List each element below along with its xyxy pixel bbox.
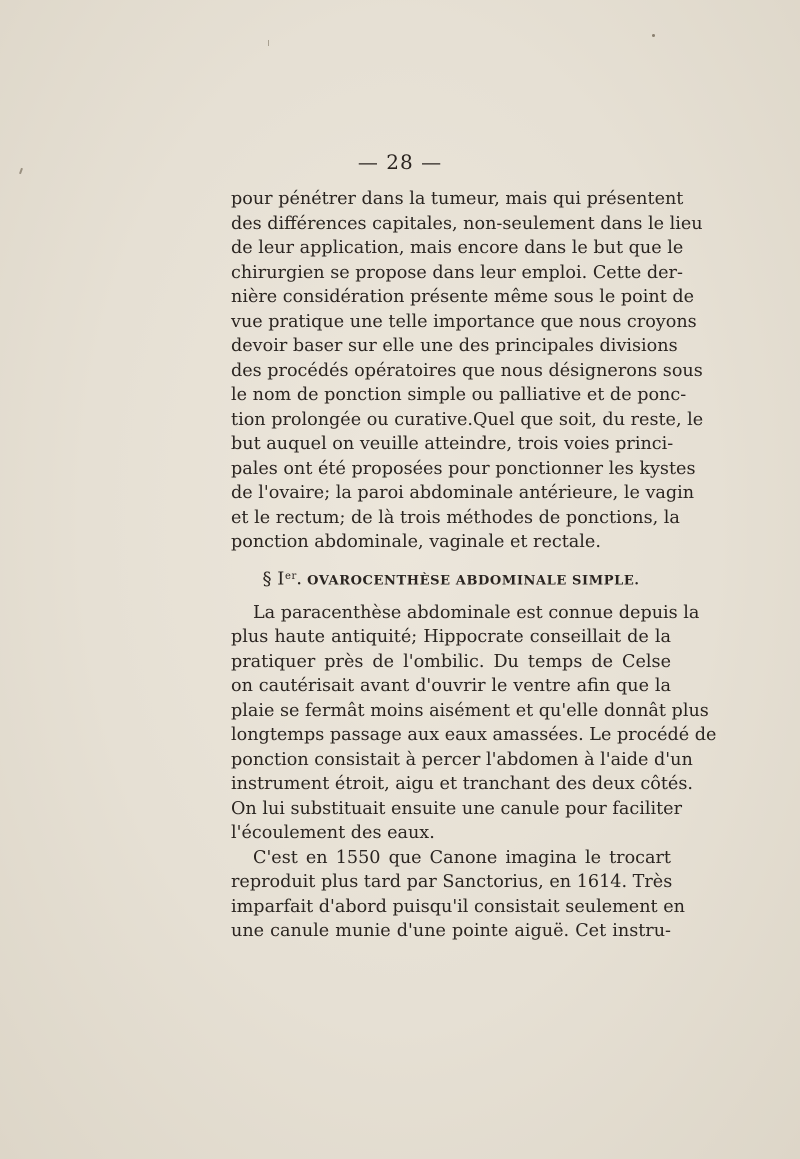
text-line: imparfait d'abord puisqu'il consistait seulement en <box>231 896 685 917</box>
text-line: vue pratique une telle importance que nous croyons <box>231 311 697 332</box>
text-line: et le rectum; de là trois méthodes de ponctions, la <box>231 507 680 528</box>
text-line: des procédés opératoires que nous désignerons sous <box>231 360 703 381</box>
text-line: pratiquer près de l'ombilic. Du temps de Celse <box>231 651 671 672</box>
text-line: des différences capitales, non-seulement dans le lieu <box>231 213 703 234</box>
text-line: C'est en 1550 que Canone imagina le trocart <box>253 847 671 868</box>
text-line: La paracenthèse abdominale est connue depuis la <box>253 602 700 623</box>
paragraph-1 <box>231 187 704 555</box>
section-numeral-superscript: er <box>285 570 297 582</box>
text-line: reproduit plus tard par Sanctorius, en 1614. Très <box>231 872 673 892</box>
section-numeral: I <box>277 567 285 589</box>
text-line: longtemps passage aux eaux amassées. Le procédé de <box>231 725 717 745</box>
text-line: tion prolongée ou curative.Quel que soit, du reste, le <box>231 409 704 430</box>
paper-speck <box>268 40 269 46</box>
text-line: devoir baser sur elle une des principales divisions <box>231 336 678 356</box>
section-title: . OVAROCENTHÈSE ABDOMINALE SIMPLE. <box>296 572 640 588</box>
paragraph-3 <box>231 846 685 944</box>
section-heading <box>231 565 671 589</box>
text-line: de leur application, mais encore dans le but que le <box>231 238 684 258</box>
text-line: on cautérisait avant d'ouvrir le ventre afin que la <box>231 676 671 696</box>
text-line: ponction consistait à percer l'abdomen à l'aide d'un <box>231 749 693 770</box>
text-line: instrument étroit, aigu et tranchant des deux côtés. <box>231 774 693 794</box>
text-line: plaie se fermât moins aisément et qu'elle donnât plus <box>231 700 709 721</box>
text-line: le nom de ponction simple ou palliative et de ponc- <box>231 385 687 405</box>
page-number: — 28 — <box>357 150 443 174</box>
body-text <box>231 187 717 944</box>
text-line: l'écoulement des eaux. <box>231 823 435 843</box>
text-line: ponction abdominale, vaginale et rectale. <box>231 532 601 552</box>
text-line: chirurgien se propose dans leur emploi. Cette der- <box>231 262 683 283</box>
text-line: but auquel on veuille atteindre, trois voies princi- <box>231 434 674 454</box>
section-sign: § <box>262 567 273 589</box>
text-line: pour pénétrer dans la tumeur, mais qui présentent <box>231 189 684 209</box>
text-line: plus haute antiquité; Hippocrate conseillait de la <box>231 627 671 647</box>
paragraph-2 <box>231 601 717 846</box>
paper-speck <box>652 34 655 37</box>
text-line: une canule munie d'une pointe aiguë. Cet instru- <box>231 921 671 941</box>
text-line: On lui substituait ensuite une canule pour faciliter <box>231 798 682 819</box>
text-line: de l'ovaire; la paroi abdominale antérieure, le vagin <box>231 483 695 503</box>
text-line: pales ont été proposées pour ponctionner les kystes <box>231 458 696 479</box>
text-line: nière considération présente même sous le point de <box>231 287 695 307</box>
